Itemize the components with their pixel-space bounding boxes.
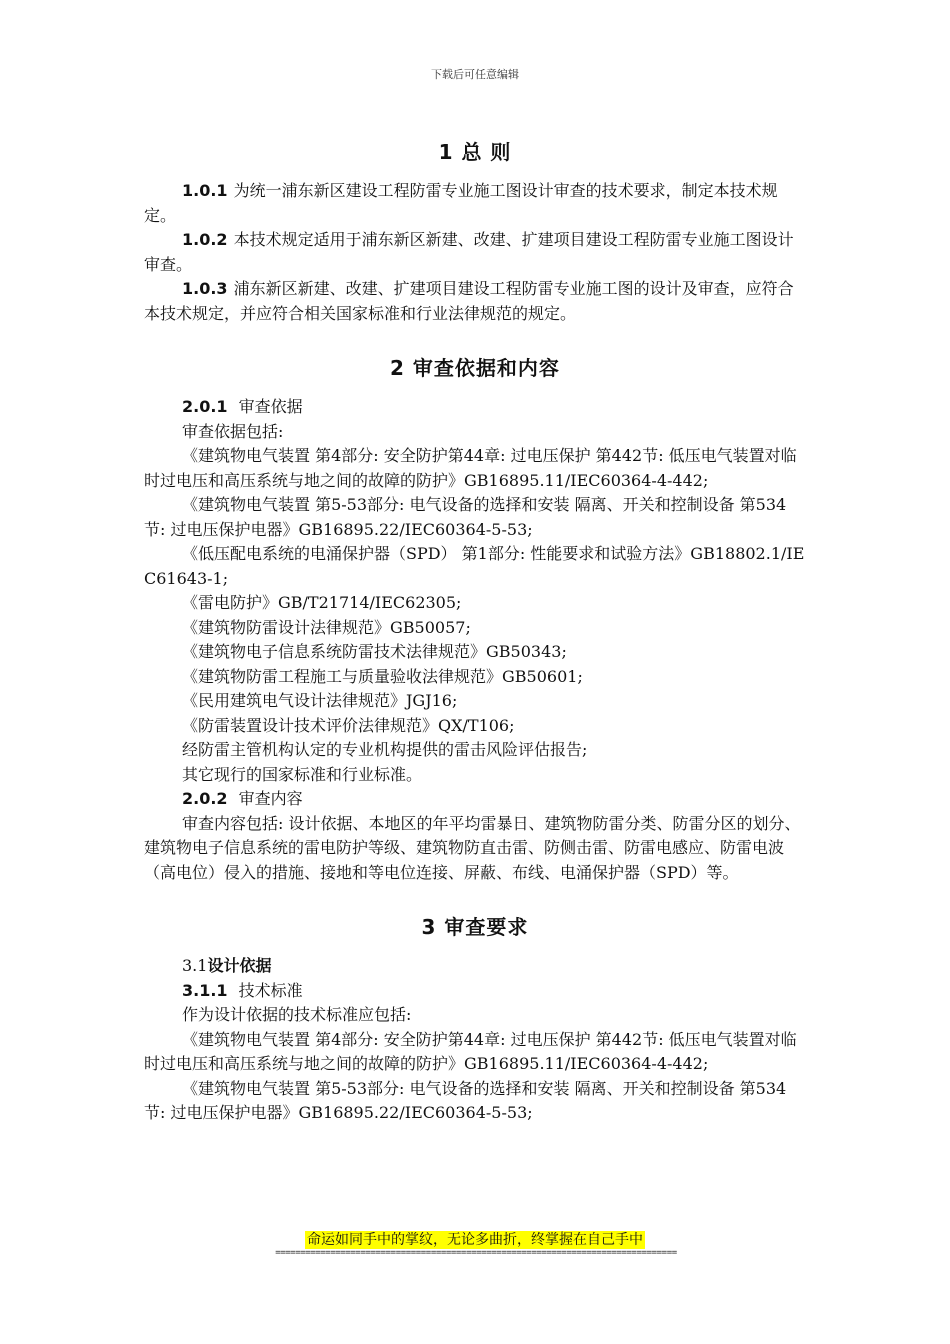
clause-2-0-2 <box>144 787 806 812</box>
footer-rule: ================================================================================ <box>275 1248 677 1258</box>
document-body <box>144 130 806 1126</box>
clause-text: 浦东新区新建、改建、扩建项目建设工程防雷专业施工图的设计及审查，应符合本技术规定，并应符合相关国家标准和行业法律规范的规定。 <box>144 279 794 323</box>
reference-item: 《建筑物防雷设计法律规范》GB50057; <box>182 617 471 637</box>
reference-item: 《建筑物电气装置 第4部分: 安全防护第44章: 过电压保护 第442节: 低压电气装置对临时过电压和高压系统与地之间的故障的防护》GB16895.11/IEC60364-4-442; <box>144 1029 797 1073</box>
section-1-title: 1 总 则 <box>438 140 512 164</box>
clause-number: 3.1.1 <box>182 980 228 1000</box>
reference-item: 经防雷主管机构认定的专业机构提供的雷击风险评估报告; <box>182 740 588 759</box>
standards-intro: 作为设计依据的技术标准应包括: <box>182 1005 412 1024</box>
review-content-text: 审查内容包括: 设计依据、本地区的年平均雷暴日、建筑物防雷分类、防雷分区的划分、建筑物电子信息系统的雷电防护等级、建筑物防直击雷、防侧击雷、防雷电感应、防雷电波（高电位）侵入的措施、接地和等电位连接、屏蔽、布线、电涌保护器（SPD）等。 <box>144 813 801 882</box>
clause-2-0-1 <box>144 395 806 420</box>
clause-label: 审查依据 <box>238 397 303 416</box>
reference-item: 《民用建筑电气设计法律规范》JGJ16; <box>182 691 458 710</box>
reference-item: 《建筑物电气装置 第4部分: 安全防护第44章: 过电压保护 第442节: 低压电气装置对临时过电压和高压系统与地之间的故障的防护》GB16895.11/IEC60364-4-442; <box>144 446 797 490</box>
clause-number: 1.0.2 <box>182 230 228 249</box>
clause-1-0-3 <box>144 277 806 326</box>
reference-item: 《雷电防护》GB/T21714/IEC62305; <box>182 593 462 612</box>
clause-1-0-1 <box>144 179 806 228</box>
reference-item: 《建筑物电气装置 第5-53部分: 电气设备的选择和安装 隔离、开关和控制设备 第534节: 过电压保护电器》GB16895.22/IEC60364-5-53; <box>144 1078 787 1122</box>
reference-item: 《建筑物防雷工程施工与质量验收法律规范》GB50601; <box>182 666 583 686</box>
clause-number: 1.0.3 <box>182 279 228 298</box>
basis-intro: 审查依据包括: <box>182 421 284 441</box>
subsection-number: 3.1 <box>182 956 208 975</box>
footer-motto: 命运如同手中的掌纹，无论多曲折，终掌握在自己手中 <box>307 1232 643 1248</box>
clause-text: 为统一浦东新区建设工程防雷专业施工图设计审查的技术要求，制定本技术规定。 <box>144 181 778 225</box>
reference-item: 《建筑物电子信息系统防雷技术法律规范》GB50343; <box>182 642 567 661</box>
clause-1-0-2 <box>144 228 806 277</box>
clause-label: 技术标准 <box>238 980 303 1000</box>
reference-item: 《防雷装置设计技术评价法律规范》QX/T106; <box>182 715 515 735</box>
page-header: 下载后可任意编辑 <box>431 68 519 81</box>
subsection-label: 设计依据 <box>207 956 272 975</box>
subsection-3-1 <box>144 954 806 979</box>
clause-text: 本技术规定适用于浦东新区新建、改建、扩建项目建设工程防雷专业施工图设计审查。 <box>144 230 794 274</box>
reference-item: 《建筑物电气装置 第5-53部分: 电气设备的选择和安装 隔离、开关和控制设备 第534节: 过电压保护电器》GB16895.22/IEC60364-5-53; <box>144 495 787 539</box>
section-2-title: 2 审查依据和内容 <box>390 356 560 380</box>
clause-3-1-1 <box>144 979 806 1004</box>
clause-number: 2.0.1 <box>182 397 228 416</box>
basis-reference-list <box>144 444 806 787</box>
section-3-title: 3 审查要求 <box>421 915 529 939</box>
clause-number: 1.0.1 <box>182 181 228 200</box>
clause-number: 2.0.2 <box>182 789 228 808</box>
reference-item: 《低压配电系统的电涌保护器（SPD） 第1部分: 性能要求和试验方法》GB18802.1/IEC61643-1; <box>144 544 805 588</box>
clause-label: 审查内容 <box>238 789 303 808</box>
reference-item: 其它现行的国家标准和行业标准。 <box>182 764 423 784</box>
page-footer <box>0 1229 950 1249</box>
